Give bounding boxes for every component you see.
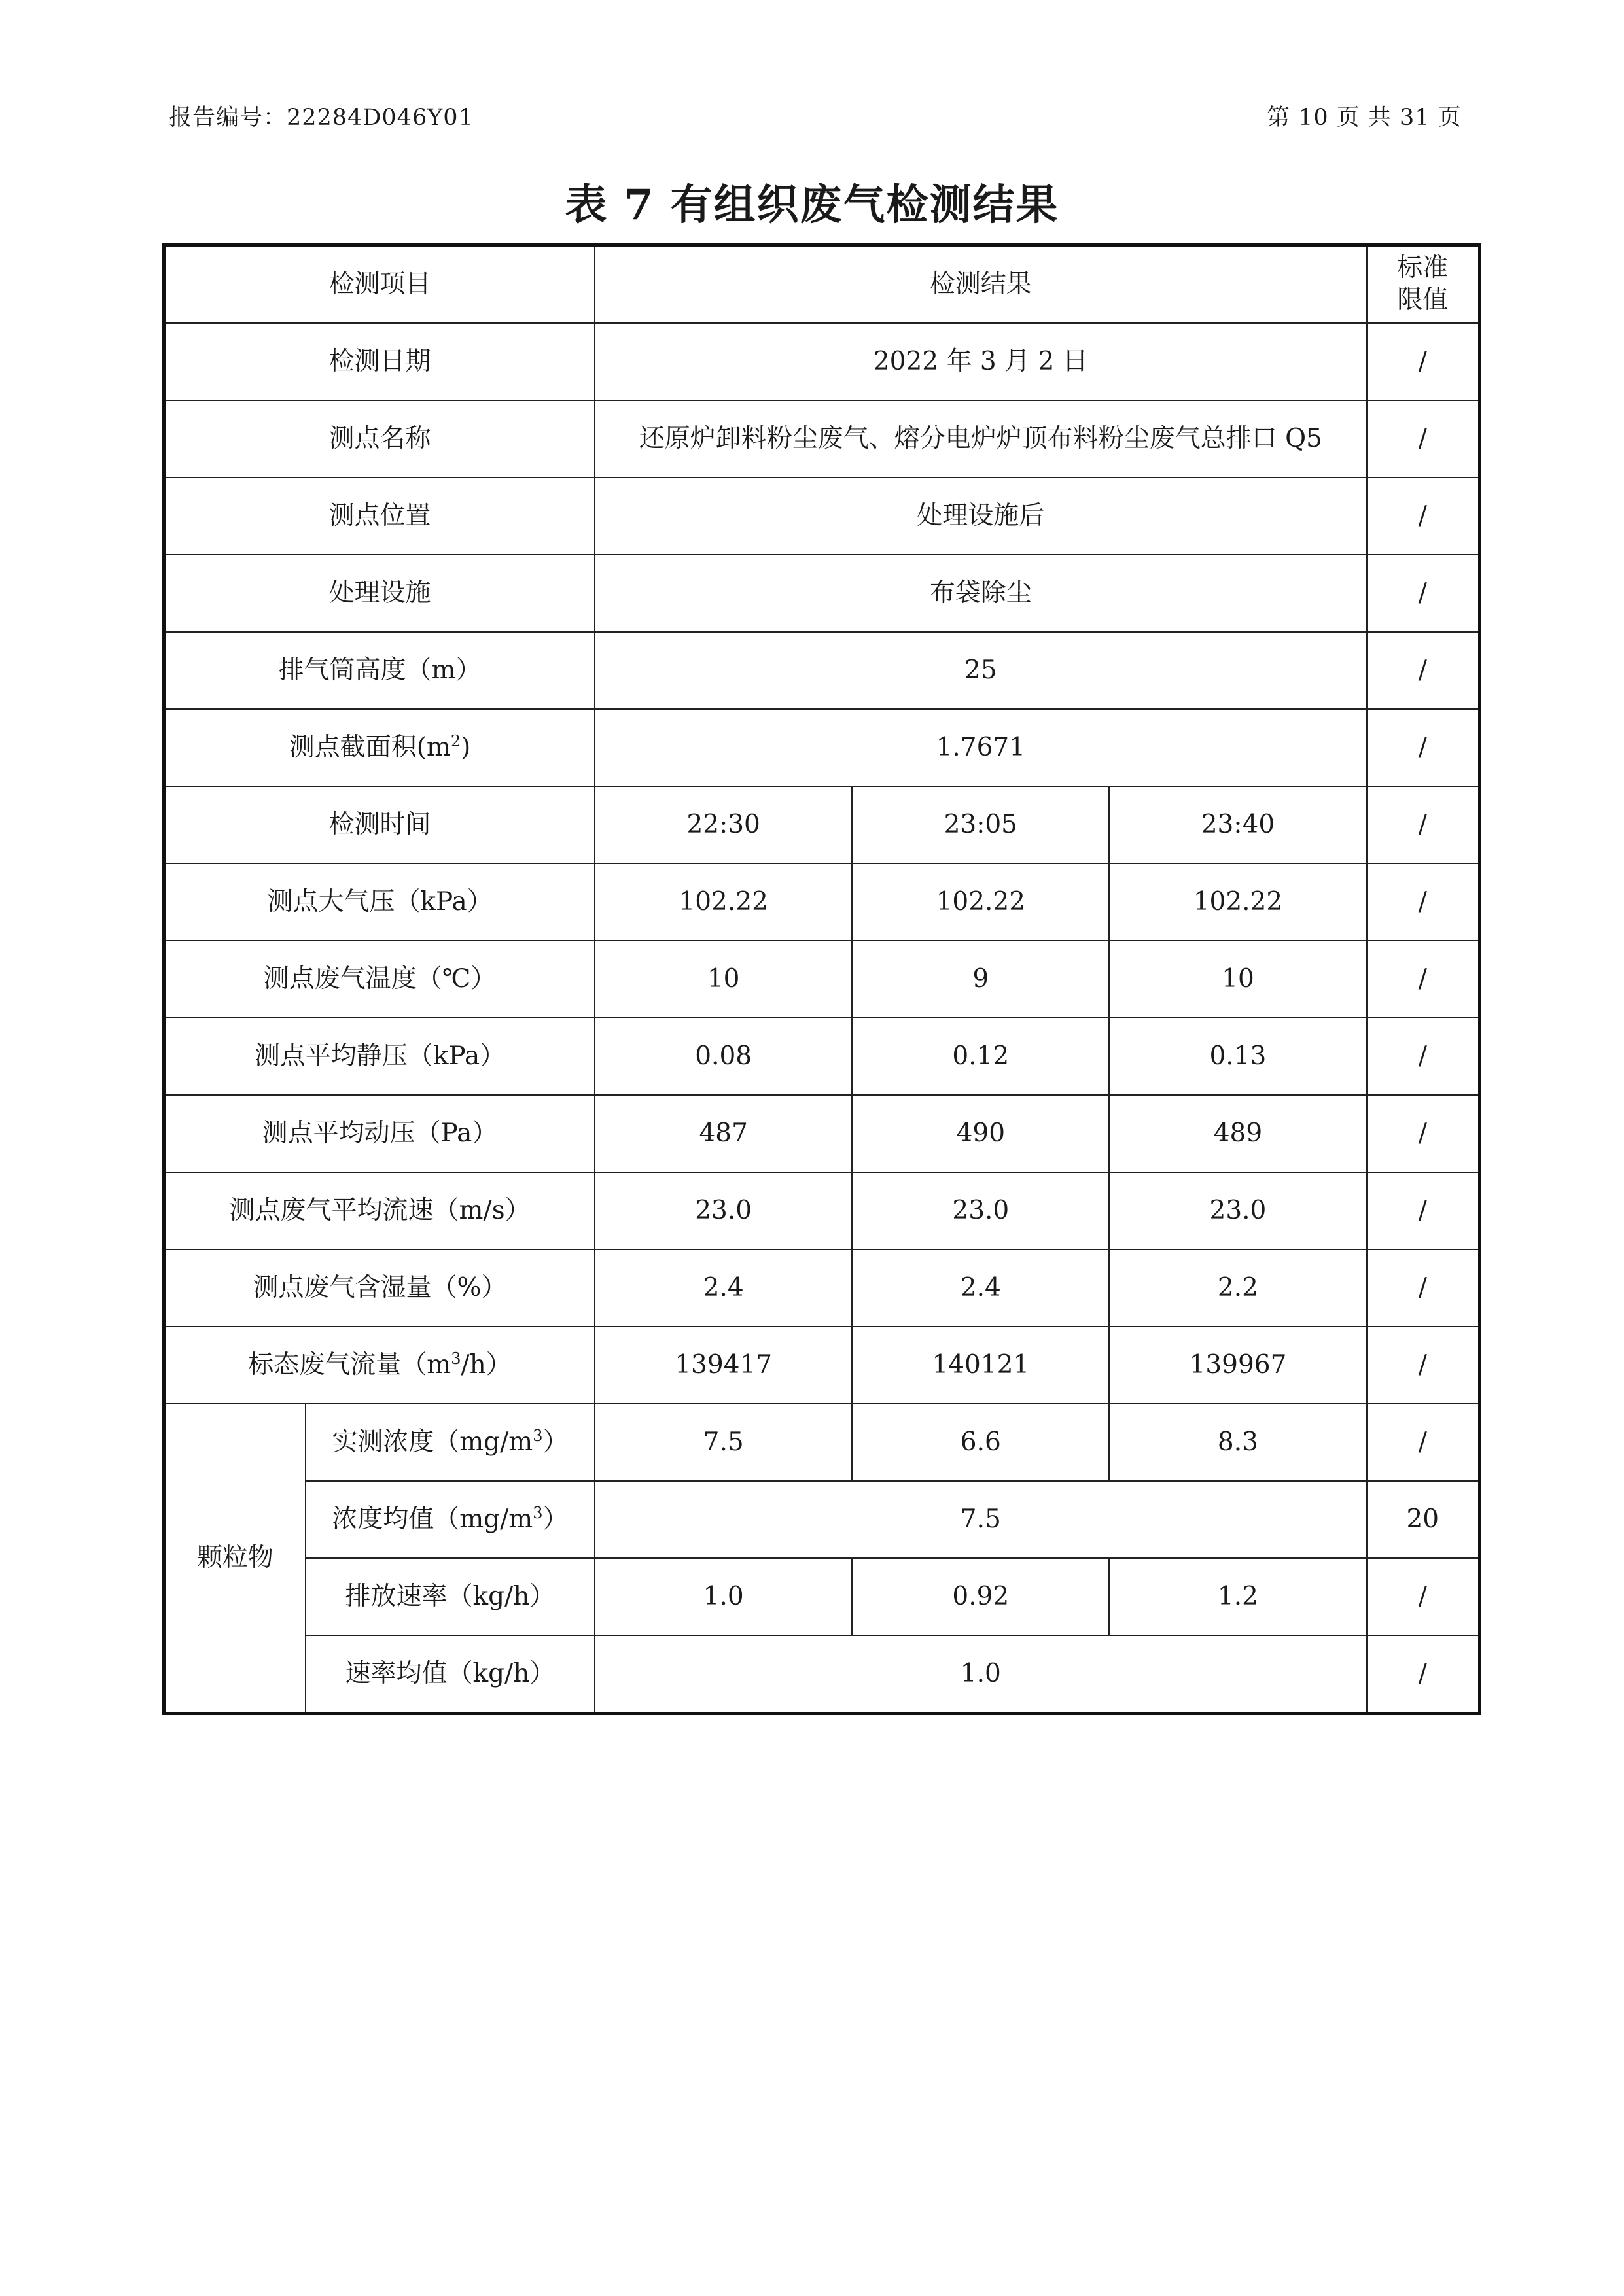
row-value: 1.0: [595, 1635, 1366, 1714]
table-row: [164, 632, 1480, 709]
table-row: [164, 941, 1480, 1018]
row-limit: /: [1367, 1404, 1480, 1481]
row-limit: /: [1367, 1327, 1480, 1404]
row-value: 处理设施后: [595, 478, 1366, 555]
label-sup: 3: [451, 1349, 461, 1368]
row-value: 2022 年 3 月 2 日: [595, 323, 1366, 400]
table-row: [164, 1635, 1480, 1714]
cell-value: 489: [1109, 1095, 1366, 1172]
cell-value: 490: [852, 1095, 1109, 1172]
table-row: [164, 555, 1480, 632]
row-limit: /: [1367, 941, 1480, 1018]
label-sup: 2: [450, 731, 461, 750]
cell-value: 102.22: [595, 863, 852, 941]
cell-value: 139417: [595, 1327, 852, 1404]
header-limit: [1367, 245, 1480, 324]
label-end: ）: [542, 1504, 569, 1534]
row-limit: /: [1367, 863, 1480, 941]
report-number: 报告编号：22284D046Y01: [169, 105, 474, 131]
row-label: 测点废气含湿量（%）: [164, 1249, 595, 1327]
table-row: [164, 323, 1480, 400]
cell-value: 1.2: [1109, 1558, 1366, 1635]
page-title: 表 7 有组织废气检测结果: [565, 181, 1059, 230]
row-label: 测点大气压（kPa）: [164, 863, 595, 941]
row-label: [164, 1327, 595, 1404]
table-row: [164, 1327, 1480, 1404]
row-limit: /: [1367, 1558, 1480, 1635]
table-row: [164, 1558, 1480, 1635]
cell-value: 10: [1109, 941, 1366, 1018]
row-limit: /: [1367, 400, 1480, 478]
label-main: 浓度均值（mg/m: [332, 1504, 533, 1534]
row-limit: /: [1367, 632, 1480, 709]
table-row: [164, 1095, 1480, 1172]
row-label: 测点平均静压（kPa）: [164, 1018, 595, 1095]
row-limit: /: [1367, 1249, 1480, 1327]
cell-value: 23.0: [1109, 1172, 1366, 1249]
row-label: 速率均值（kg/h）: [306, 1635, 595, 1714]
row-label: [306, 1481, 595, 1558]
row-label: 测点位置: [164, 478, 595, 555]
label-sup: 3: [533, 1503, 543, 1522]
results-table: [162, 243, 1481, 1715]
cell-value: 23.0: [852, 1172, 1109, 1249]
row-label: 测点废气温度（℃）: [164, 941, 595, 1018]
row-label: [164, 709, 595, 786]
label-sup: 3: [533, 1426, 543, 1445]
row-value: 7.5: [595, 1481, 1366, 1558]
label-end: /h）: [461, 1349, 512, 1380]
cell-value: 487: [595, 1095, 852, 1172]
table-header-row: [164, 245, 1480, 324]
cell-value: 140121: [852, 1327, 1109, 1404]
cell-value: 0.12: [852, 1018, 1109, 1095]
cell-value: 2.2: [1109, 1249, 1366, 1327]
table-row: [164, 786, 1480, 863]
row-label: 检测日期: [164, 323, 595, 400]
row-limit: /: [1367, 709, 1480, 786]
table-row: [164, 400, 1480, 478]
table-row: [164, 863, 1480, 941]
header-limit-line2: 限值: [1397, 285, 1449, 315]
cell-value: 102.22: [852, 863, 1109, 941]
table-row: [164, 1018, 1480, 1095]
page-info: 第 10 页 共 31 页: [1267, 105, 1462, 131]
table-row: [164, 1249, 1480, 1327]
row-label: 测点名称: [164, 400, 595, 478]
cell-value: 2.4: [852, 1249, 1109, 1327]
header-result: 检测结果: [595, 245, 1366, 324]
row-limit: /: [1367, 1635, 1480, 1714]
cell-value: 0.13: [1109, 1018, 1366, 1095]
particulate-group-label: 颗粒物: [164, 1404, 306, 1714]
row-limit: /: [1367, 478, 1480, 555]
cell-value: 8.3: [1109, 1404, 1366, 1481]
row-limit: /: [1367, 555, 1480, 632]
label-main: 测点截面积(m: [289, 732, 451, 762]
row-value: 还原炉卸料粉尘废气、熔分电炉炉顶布料粉尘废气总排口 Q5: [595, 400, 1366, 478]
cell-value: 6.6: [852, 1404, 1109, 1481]
cell-value: 10: [595, 941, 852, 1018]
cell-value: 139967: [1109, 1327, 1366, 1404]
row-limit: 20: [1367, 1481, 1480, 1558]
row-limit: /: [1367, 786, 1480, 863]
cell-value: 2.4: [595, 1249, 852, 1327]
cell-value: 1.0: [595, 1558, 852, 1635]
row-label: 排放速率（kg/h）: [306, 1558, 595, 1635]
row-value: 1.7671: [595, 709, 1366, 786]
cell-value: 0.08: [595, 1018, 852, 1095]
row-value: 布袋除尘: [595, 555, 1366, 632]
row-label: 测点平均动压（Pa）: [164, 1095, 595, 1172]
row-label: 测点废气平均流速（m/s）: [164, 1172, 595, 1249]
row-limit: /: [1367, 1172, 1480, 1249]
cell-value: 9: [852, 941, 1109, 1018]
cell-value: 0.92: [852, 1558, 1109, 1635]
table-row: [164, 1404, 1480, 1481]
cell-value: 7.5: [595, 1404, 852, 1481]
row-limit: /: [1367, 323, 1480, 400]
row-value: 25: [595, 632, 1366, 709]
label-main: 标态废气流量（m: [248, 1349, 451, 1380]
row-label: 处理设施: [164, 555, 595, 632]
table-row: [164, 709, 1480, 786]
row-limit: /: [1367, 1095, 1480, 1172]
label-main: 实测浓度（mg/m: [332, 1427, 533, 1457]
cell-value: 23:40: [1109, 786, 1366, 863]
cell-value: 23:05: [852, 786, 1109, 863]
cell-value: 102.22: [1109, 863, 1366, 941]
table-row: [164, 1481, 1480, 1558]
cell-value: 23.0: [595, 1172, 852, 1249]
label-end: ): [461, 732, 471, 762]
table-row: [164, 1172, 1480, 1249]
header-item: 检测项目: [164, 245, 595, 324]
row-label: 检测时间: [164, 786, 595, 863]
row-limit: /: [1367, 1018, 1480, 1095]
header-limit-line1: 标准: [1397, 253, 1449, 283]
cell-value: 22:30: [595, 786, 852, 863]
label-end: ）: [542, 1427, 569, 1457]
table-row: [164, 478, 1480, 555]
row-label: 排气筒高度（m）: [164, 632, 595, 709]
row-label: [306, 1404, 595, 1481]
